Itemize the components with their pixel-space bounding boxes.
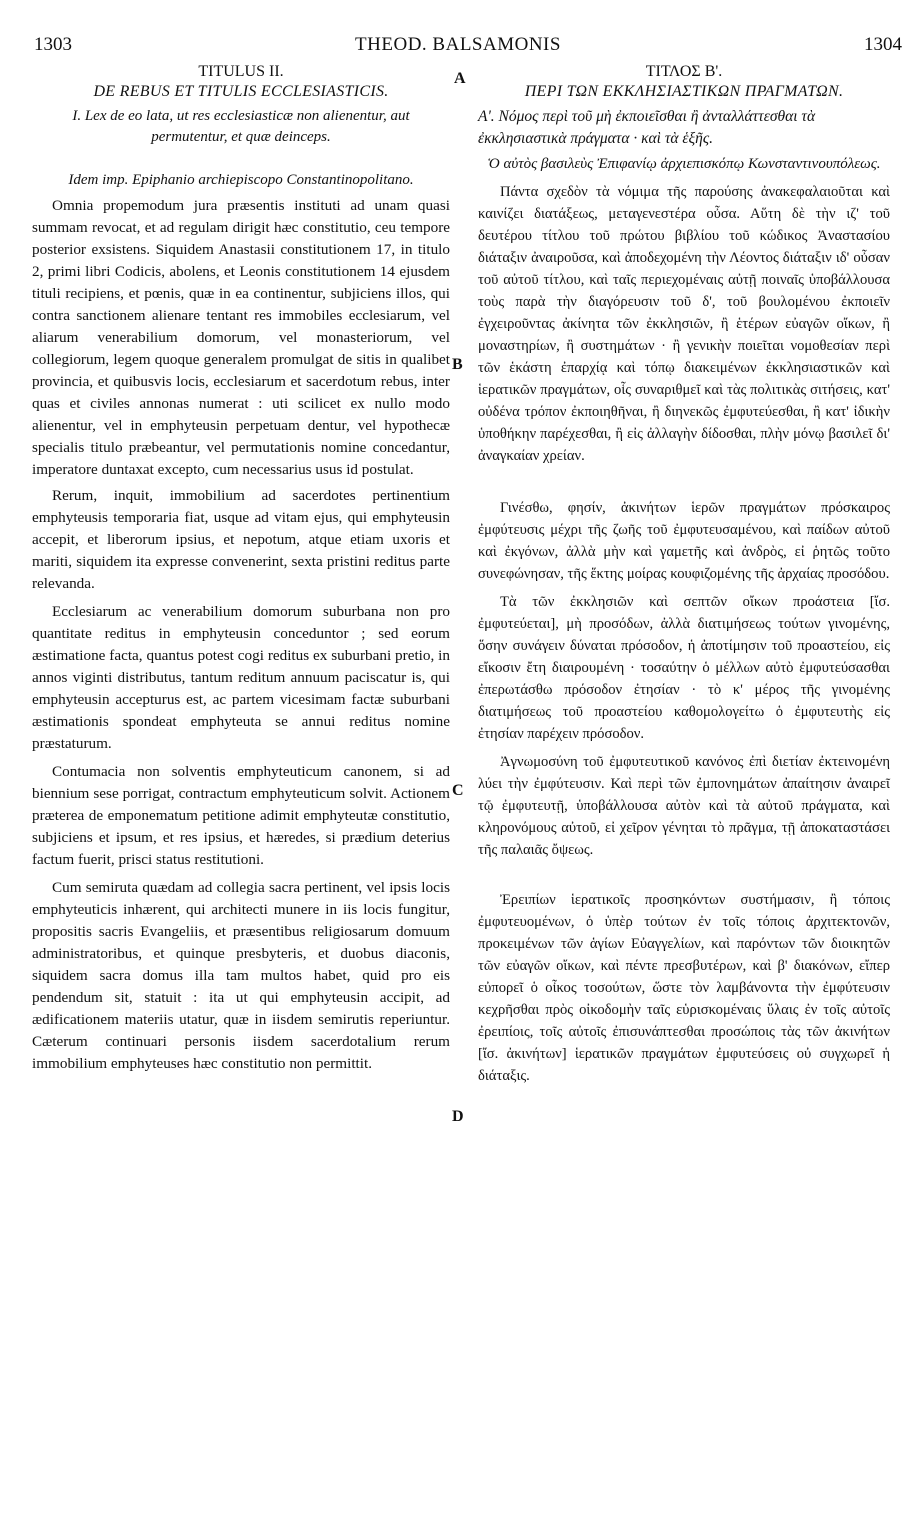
greek-paragraph: Ἀγνωμοσύνη τοῦ ἐμφυτευτικοῦ κανόνος ἐπὶ διετίαν ἐκτεινομένη λύει τὴν ἐμφύτευσιν. Καὶ περὶ τῶν ἐμπονημάτων ἀπαίτησιν ἀναιρεῖ τῷ ἐμφυτευτῇ, ὑποβάλλουσα αὐτὸν καὶ τὰ αὐτοῦ πράγματα, καὶ κληρονόμους αὐτοῦ, εἰ χεῖρον γένηται τὸ πρᾶγμα, τῇ ἀποκαταστάσει τῆς παλαιᾶς ὄψεως. xyxy=(478,754,890,858)
latin-paragraph: Contumacia non solventis emphyteuticum canonem, si ad biennium sese porrigat, contractum emphyteuticum solvit. Actionem præterea de emponematum petitione adimit emphyteutæ constitutio, subjiciens et ipsum, et res ipsius, et hæredes, si prædium deterius factum fuerit, prisci status restitutioni. xyxy=(32,763,450,868)
latin-rubric: I. Lex de eo lata, ut res ecclesiasticæ non alienentur, aut permutentur, et quæ deinceps. xyxy=(72,108,410,145)
latin-paragraph: Cum semiruta quædam ad collegia sacra pertinent, vel ipsis locis emphyteuticis inhærent, qui architecti munere in iis locis fungitur, propositis sacris Evangeliis, et præsentibus religiosarum domuum administratoribus, et quinque presbyteris, et duobus diaconis, siquidem sacra domus illa tam multos habet, quid pro eis pendendum sit, statuit : ita ut qui emphyteusin accipit, ad ædificationem materiis utatur, quæ in iisdem semirutis reperiuntur. Cæterum continuari personis iisdem sacerdotalium rerum immobilium emphyteuses hæc constitutio non permittit. xyxy=(32,879,450,1072)
margin-letter-c: C xyxy=(452,782,464,799)
page-number-left: 1303 xyxy=(34,34,72,55)
greek-paragraph: Τὰ τῶν ἐκκλησιῶν καὶ σεπτῶν οἴκων προάστεια [ἴσ. ἐμφυτεύεται], μὴ προσόδων, ἀλλὰ διατιμήσεως τούτων γινομένης, ὅσην συνάγειν δύναται πρόσοδον, ἡ ἀποτίμησιν τοῦ προαστείου, εἰς εἴκοσιν ἔτη διαιρουμένη · τοσαύτην ὁ μέλλων αὐτὸ ἐμφυτεύσασθαι ἐπερωτάσθω πρόσοδον ἐτησίαν · τὸ κ' μέρος τῆς γινομένης διατιμήσεως τοῦ προαστείου καθομολογείτω ὁ ἐμφυτευτὴς εἰς ἐτησίαν παρέχειν πρόσοδον. xyxy=(478,594,890,742)
greek-address: Ὁ αὐτὸς βασιλεὺς Ἐπιφανίῳ ἀρχιεπισκόπῳ Κωνσταντινουπόλεως. xyxy=(487,156,881,172)
greek-column xyxy=(478,62,890,1087)
page-header xyxy=(0,34,916,58)
greek-titulus: ΤΙΤΛΟΣ Β'. xyxy=(645,63,723,80)
latin-paragraph: Ecclesiarum ac venerabilium domorum suburbana non pro quantitate reditus in emphyteusin conceduntor ; sed eorum æstimatione facta, quantus potest cogi reditus ex suburbani pretio, in annos viginti distributus, tantum reditum annuum paciscatur is, qui emphyteusin accepturus est, ac partem vicesimam factæ suburbani æstimationis spondeat emphyteuta se annui reditus nomine præstaturum. xyxy=(32,603,450,752)
greek-paragraph: Γινέσθω, φησίν, ἀκινήτων ἱερῶν πραγμάτων πρόσκαιρος ἐμφύτευσις μέχρι τῆς ζωῆς τοῦ ἐμφυτευσαμένου, καὶ παίδων αὐτοῦ καὶ ἐκγόνων, ἀλλὰ μὴν καὶ γαμετῆς καὶ ἀνδρὸς, εἰ ῥητῶς τοῦτο συνεφώνησαν, τῆς ἕκτης μοίρας κουφιζομένης τῆς ἀρχαίας προσόδου. xyxy=(478,500,890,582)
margin-letter-b: B xyxy=(452,356,463,373)
margin-letter-a: A xyxy=(454,70,466,87)
page-number-right: 1304 xyxy=(864,34,902,55)
latin-title: DE REBUS ET TITULIS ECCLESIASTICIS. xyxy=(93,83,389,100)
latin-column xyxy=(32,62,450,1075)
greek-paragraph: Πάντα σχεδὸν τὰ νόμιμα τῆς παρούσης ἀνακεφαλαιοῦται καὶ καινίζει διατάξεως, μεταγενεστέρα οὖσα. Αὕτη δὲ τὴν ιζ' τοῦ δευτέρου τίτλου τοῦ πρώτου βιβλίου τοῦ κώδικος Ἀναστασίου διάταξιν ἀναιροῦσα, καὶ ἀποδεχομένη τὴν Λέοντος διάταξιν ιδ' οὖσαν τοῦ αὐτοῦ τίτλου, καὶ ταῖς περιεχομέναις αὐτῇ ποιναῖς ὑποβάλλουσα τοὺς παρὰ τὴν διαγόρευσιν τοῦ δ', τοῦ βουλομένου ἐκποιεῖν ἐγχειροῦντας ἀκίνητα τῶν ἐκκλησιῶν, ἢ ἑτέρων εὐαγῶν οἴκων, ἢ μοναστηρίων, ἢ συστημάτων · ἢ γενικὴν ποιεῖται νομοθεσίαν περὶ τῶν ἑκάστη ἐπαρχίᾳ καὶ τόπῳ διακειμένων ἐκκλησιαστικῶν καὶ ἱερατικῶν πραγμάτων, οἷς συναριθμεῖ καὶ τὰς πολιτικὰς σιτήσεις, κατ' οὐδένα τρόπον ἐκποιηθῆναι, ἢ διηνεκῶς ἐμφυτεύεσθαι, ἢ κατ' ἰδικὴν ὑποθήκην παρέχεσθαι, ἢ εἰς ἀλλαγὴν δίδοσθαι, πλὴν μόνῳ βασιλεῖ δι' ἀναγκαίαν χρείαν. xyxy=(478,184,890,464)
greek-rubric: Α'. Νόμος περὶ τοῦ μὴ ἐκποιεῖσθαι ἢ ἀνταλλάττεσθαι τὰ ἐκκλησιαστικὰ πράγματα · καὶ τὰ ἑξῆς. xyxy=(478,108,816,147)
greek-title: ΠΕΡΙ ΤΩΝ ΕΚΚΛΗΣΙΑΣΤΙΚΩΝ ΠΡΑΓΜΑΤΩΝ. xyxy=(524,83,844,100)
latin-paragraph: Rerum, inquit, immobilium ad sacerdotes pertinentium emphyteusis temporaria fiat, usque ad vitam ejus, qui emphyteusin accepit, et liberorum ipsius, et nepotum, atque etiam uxoris et mariti, siquidem ita expresse convenerint, sexta pristini reditus parte relevanda. xyxy=(32,487,450,592)
latin-titulus: TITULUS II. xyxy=(198,63,284,80)
margin-letter-d: D xyxy=(452,1108,464,1125)
greek-paragraph: Ἐρειπίων ἱερατικοῖς προσηκόντων συστήμασιν, ἢ τόποις ἐμφυτευομένων, ὁ ὑπὲρ τούτων ἐν τοῖς τόποις ἀρχιτεκτονῶν, προκειμένων τῶν ἁγίων Εὐαγγελίων, καὶ παρόντων τῶν διοικητῶν τῶν εὐαγῶν οἴκων, καὶ πέντε πρεσβυτέρων, καὶ β' διακόνων, εἴπερ εὐπορεῖ ὁ οἶκος τοσούτων, ὥστε τὸν λαμβάνοντα τὴν ἐμφύτευσιν κεχρῆσθαι πρὸς οἰκοδομὴν ταῖς εὑρισκομέναις ὕλαις ἐν τοῖς αὐτοῖς ἐρειπίοις, τοῖς αὐτοῖς ἐπισυνάπτεσθαι προσώποις τὰς τῶν ἀκινήτων [ἴσ. ἀκινήτων] ἱερατικῶν πραγμάτων ἐμφυτεύσεις οὐ συγχωρεῖ ἡ διάταξις. xyxy=(478,892,890,1084)
running-title: THEOD. BALSAMONIS xyxy=(355,34,561,55)
latin-paragraph: Omnia propemodum jura præsentis instituti ad unam quasi summam revocat, et ad regulam dirigit hæc constitutio, ceu tempore posterior exsistens. Siquidem Anastasii constitutionem 17, in titulo 2, primi libri Codicis, abolens, et Leonis constitutionem 14 ejusdem tituli recipiens, et pœnis, quæ in ea continentur, subjiciens illos, qui contra sanctionem alienare tentant res immobiles ecclesiarum, vel aliarum venerabilium domorum, vel monasteriorum, vel collegiorum, legem quoque generalem promulgat de sitis in qualibet provincia, et quibusvis locis, ecclesiarum et sacerdotum rebus, inter quas et civiles annonas numerat : uti scilicet ex nullo modo alienentur, vel in emphyteusin perpetuam dentur, vel hypothecæ specialis titulo præbeantur, vel permutationis nomine concedantur, imperatore duntaxat excepto, cum necessarius usus id postulat. xyxy=(32,197,450,478)
latin-address: Idem imp. Epiphanio archiepiscopo Constantinopolitano. xyxy=(68,172,414,188)
